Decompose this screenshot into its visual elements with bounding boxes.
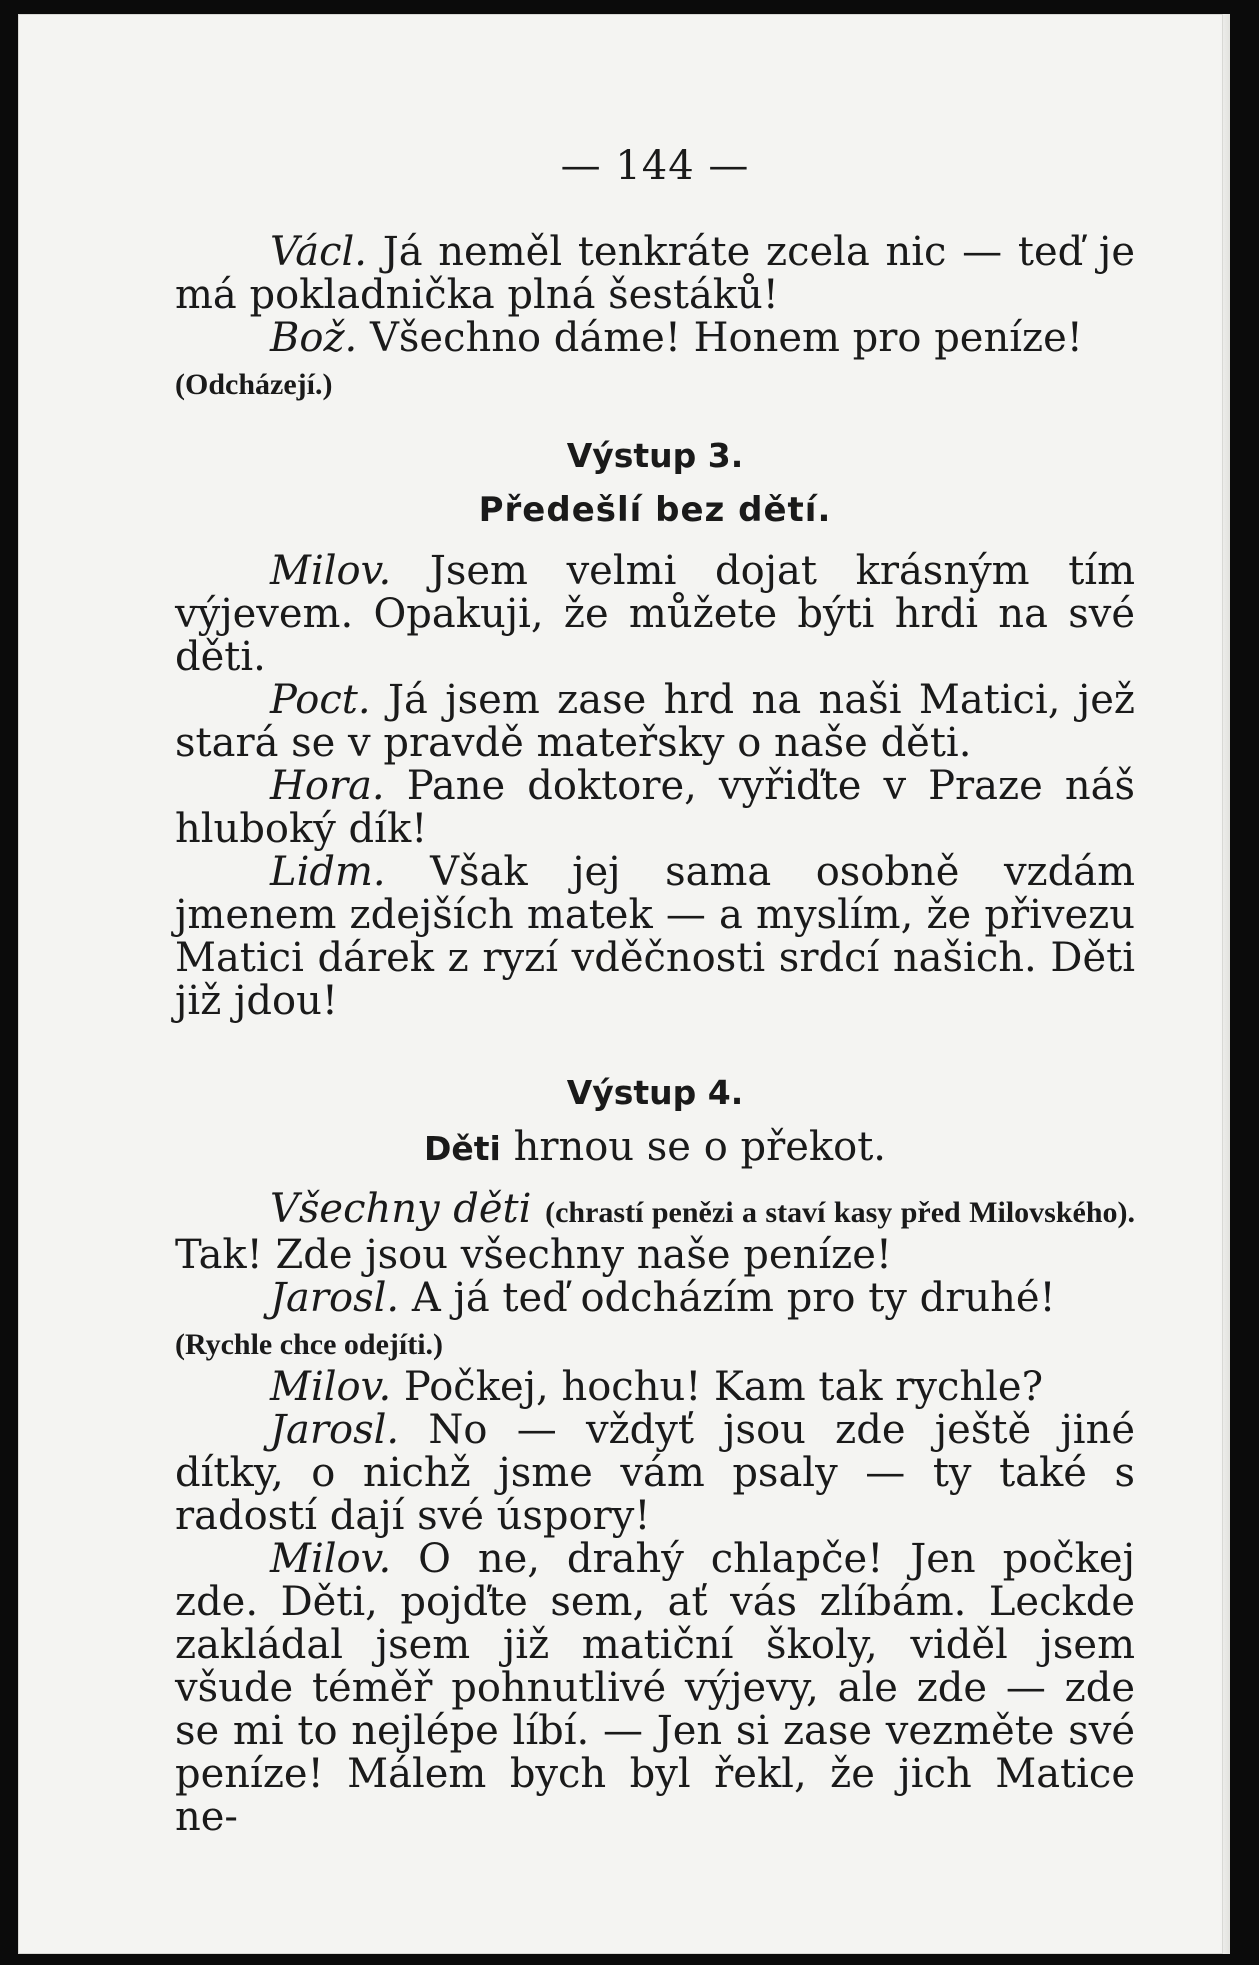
page-number: — 144 —	[560, 143, 750, 189]
speaker-name: Hora.	[270, 763, 385, 809]
scene-subheading-bold: Děti	[423, 1129, 501, 1168]
dialogue-line	[175, 1277, 1135, 1320]
dialogue-text: Tak! Zde jsou všechny naše peníze!	[175, 1232, 892, 1278]
dialogue-line	[175, 1409, 1135, 1538]
stage-direction-line	[175, 360, 1135, 406]
dialogue-text: Však jej sama osobně vzdám jmenem zdejších matek — a myslím, že přivezu Matici dárek z ryzí vděčnosti srdcí našich. Děti již jdou!	[175, 849, 1135, 1024]
speaker-name: Václ.	[270, 229, 367, 275]
dialogue-line	[175, 679, 1135, 765]
speaker-name: Milov.	[270, 1536, 392, 1582]
scene-subheading: Předešlí bez dětí.	[478, 490, 832, 530]
dialogue-text: Počkej, hochu! Kam tak rychle?	[403, 1364, 1044, 1410]
dialogue-text: A já teď odcházím pro ty druhé!	[411, 1275, 1056, 1321]
stage-direction: (Odcházejí.)	[175, 368, 333, 401]
dialogue-line	[175, 550, 1135, 679]
stage-direction-line	[175, 1320, 1135, 1366]
speaker-name: Lidm.	[270, 849, 386, 895]
dialogue-text: Všechno dáme! Honem pro peníze!	[369, 315, 1083, 361]
speaker-name: Jarosl.	[270, 1407, 400, 1453]
dialogue-line	[175, 317, 1135, 360]
dialogue-text: O ne, drahý chlapče! Jen počkej zde. Děti, pojďte sem, ať vás zlíbám. Leckde zakládal jsem již matiční školy, viděl jsem všude téměř pohnutlivé výjevy, ale zde — zde se mi to nejlépe líbí. — Jen si zase vezměte své peníze! Málem bych byl řekl, že jich Matice ne-	[175, 1536, 1135, 1840]
dialogue-text: Já neměl tenkráte zcela nic — teď je má pokladnička plná šestáků!	[175, 229, 1135, 318]
dialogue-text: No — vždyť jsou zde ještě jiné dítky, o nichž jsme vám psaly — ty také s radostí dají své úspory!	[175, 1407, 1135, 1539]
speaker-name: Jarosl.	[270, 1275, 400, 1321]
speaker-name: Bož.	[270, 315, 358, 361]
dialogue-text: Já jsem zase hrd na naši Matici, jež stará se v pravdě mateřsky o naše děti.	[175, 677, 1135, 766]
speaker-name: Všechny děti	[270, 1186, 532, 1232]
speaker-name: Milov.	[270, 548, 392, 594]
stage-direction: (Rychle chce odejíti.)	[175, 1328, 444, 1361]
dialogue-line	[175, 231, 1135, 317]
dialogue-line	[175, 851, 1135, 1023]
dialogue-line	[175, 1538, 1135, 1839]
dialogue-text: Jsem velmi dojat krásným tím výjevem. Opakuji, že můžete býti hrdi na své děti.	[175, 548, 1136, 680]
stage-direction: (chrastí penězi a staví kasy před Milovského).	[545, 1196, 1136, 1229]
page-text	[175, 130, 1135, 1839]
dialogue-line	[175, 765, 1135, 851]
dialogue-line	[175, 1366, 1135, 1409]
dialogue-text: Pane doktore, vyřiďte v Praze náš hluboký dík!	[175, 763, 1135, 852]
speaker-name: Milov.	[270, 1364, 392, 1410]
scene-heading: Výstup 3.	[566, 436, 744, 475]
speaker-name: Poct.	[270, 677, 371, 723]
scene-subheading-rest: hrnou se o překot.	[513, 1124, 886, 1170]
scene-heading: Výstup 4.	[566, 1073, 744, 1112]
dialogue-line	[175, 1188, 1135, 1277]
scene-subheading	[175, 1126, 1135, 1170]
